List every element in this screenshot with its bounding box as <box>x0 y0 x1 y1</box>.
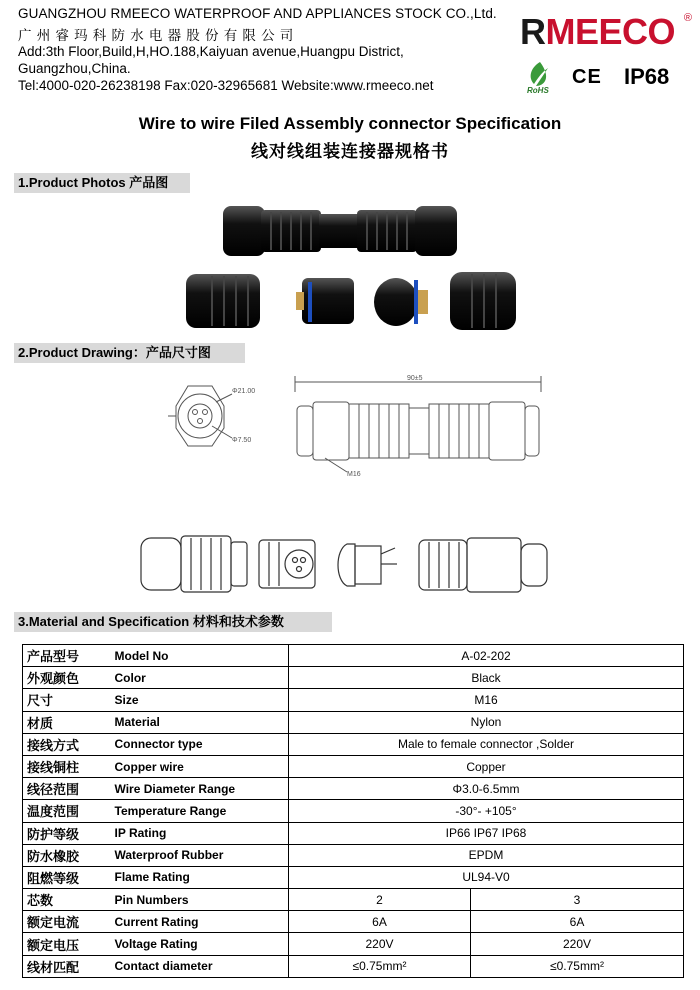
spec-value-variant-1: 6A <box>289 911 471 933</box>
certification-marks <box>526 60 686 96</box>
spec-value: A-02-202 <box>289 645 684 667</box>
spec-label-en: Wire Diameter Range <box>111 778 289 800</box>
spec-label-cn: 额定电压 <box>23 933 111 955</box>
spec-label-en: Temperature Range <box>111 800 289 822</box>
spec-row <box>23 645 684 667</box>
spec-row <box>23 778 684 800</box>
address-line-1: Add:3th Floor,Build,H,HO.188,Kaiyuan avenue,Huangpu District, <box>18 44 404 59</box>
section-heading-drawing: 2.Product Drawing：产品尺寸图 <box>14 343 245 363</box>
spec-value-variant-1: 220V <box>289 933 471 955</box>
spec-value: Φ3.0-6.5mm <box>289 778 684 800</box>
section-heading-photos: 1.Product Photos 产品图 <box>14 173 190 193</box>
spec-label-en: IP Rating <box>111 822 289 844</box>
spec-label-cn: 线材匹配 <box>23 955 111 977</box>
svg-text:Φ7.50: Φ7.50 <box>232 437 252 444</box>
document-title-cn: 线对线组装连接器规格书 <box>251 142 449 161</box>
document-title-en: Wire to wire Filed Assembly connector Specification <box>138 114 562 133</box>
spec-label-en: Waterproof Rubber <box>111 844 289 866</box>
spec-row <box>23 755 684 777</box>
spec-row-split <box>23 933 684 955</box>
spec-label-en: Current Rating <box>111 911 289 933</box>
spec-label-cn: 防水橡胶 <box>23 844 111 866</box>
spec-value-variant-2: 3 <box>471 889 684 911</box>
spec-value: M16 <box>289 689 684 711</box>
spec-label-en: Flame Rating <box>111 866 289 888</box>
product-photo-exploded <box>182 268 522 336</box>
svg-text:RoHS: RoHS <box>527 86 549 94</box>
company-name-en: GUANGZHOU RMEECO WATERPROOF AND APPLIANCES STOCK CO.,Ltd. <box>18 6 497 21</box>
exploded-view-drawing <box>135 530 555 600</box>
spec-label-cn: 防护等级 <box>23 822 111 844</box>
ce-mark: CE <box>572 66 602 88</box>
spec-row <box>23 667 684 689</box>
spec-label-en: Copper wire <box>111 755 289 777</box>
spec-label-cn: 外观颜色 <box>23 667 111 689</box>
rmeeco-logo: RMEECO ® <box>520 11 692 52</box>
spec-row <box>23 866 684 888</box>
spec-value: Male to female connector ,Solder <box>289 733 684 755</box>
spec-label-en: Voltage Rating <box>111 933 289 955</box>
spec-label-en: Size <box>111 689 289 711</box>
spec-label-cn: 阻燃等级 <box>23 866 111 888</box>
company-name-cn: 广州睿玛科防水电器股份有限公司 <box>18 28 299 43</box>
spec-value: Nylon <box>289 711 684 733</box>
spec-value-variant-1: ≤0.75mm² <box>289 955 471 977</box>
spec-label-cn: 芯数 <box>23 889 111 911</box>
section-heading-material: 3.Material and Specification 材料和技术参数 <box>14 612 332 632</box>
svg-text:90±5: 90±5 <box>407 375 423 382</box>
spec-value: Copper <box>289 755 684 777</box>
spec-row <box>23 711 684 733</box>
contact-line: Tel:4000-020-26238198 Fax:020-32965681 Website:www.rmeeco.net <box>18 78 434 93</box>
specification-table <box>22 644 684 978</box>
side-view-drawing <box>285 372 555 484</box>
spec-row <box>23 844 684 866</box>
spec-label-en: Connector type <box>111 733 289 755</box>
rohs-leaf-icon <box>526 60 554 94</box>
address-line-2: Guangzhou,China. <box>18 61 131 76</box>
spec-row <box>23 822 684 844</box>
spec-label-cn: 材质 <box>23 711 111 733</box>
spec-label-cn: 接线方式 <box>23 733 111 755</box>
spec-label-cn: 产品型号 <box>23 645 111 667</box>
spec-row-split <box>23 955 684 977</box>
spec-value: -30°- +105° <box>289 800 684 822</box>
spec-value: Black <box>289 667 684 689</box>
spec-label-en: Pin Numbers <box>111 889 289 911</box>
spec-row-split <box>23 889 684 911</box>
svg-text:M16: M16 <box>347 471 361 478</box>
spec-label-cn: 线径范围 <box>23 778 111 800</box>
ip68-mark: IP68 <box>624 64 670 89</box>
spec-value-variant-2: 220V <box>471 933 684 955</box>
spec-value-variant-2: ≤0.75mm² <box>471 955 684 977</box>
spec-row-split <box>23 911 684 933</box>
spec-label-cn: 额定电流 <box>23 911 111 933</box>
spec-value-variant-2: 6A <box>471 911 684 933</box>
product-photo-assembled <box>215 196 475 266</box>
spec-label-en: Contact diameter <box>111 955 289 977</box>
spec-value: UL94-V0 <box>289 866 684 888</box>
spec-value: IP66 IP67 IP68 <box>289 822 684 844</box>
spec-label-en: Material <box>111 711 289 733</box>
spec-row <box>23 733 684 755</box>
spec-label-cn: 温度范围 <box>23 800 111 822</box>
spec-value: EPDM <box>289 844 684 866</box>
spec-label-en: Model No <box>111 645 289 667</box>
spec-label-cn: 尺寸 <box>23 689 111 711</box>
spec-label-cn: 接线铜柱 <box>23 755 111 777</box>
end-view-drawing <box>150 380 270 460</box>
spec-row <box>23 689 684 711</box>
spec-row <box>23 800 684 822</box>
spec-value-variant-1: 2 <box>289 889 471 911</box>
svg-text:Φ21.00: Φ21.00 <box>232 388 256 395</box>
spec-label-en: Color <box>111 667 289 689</box>
